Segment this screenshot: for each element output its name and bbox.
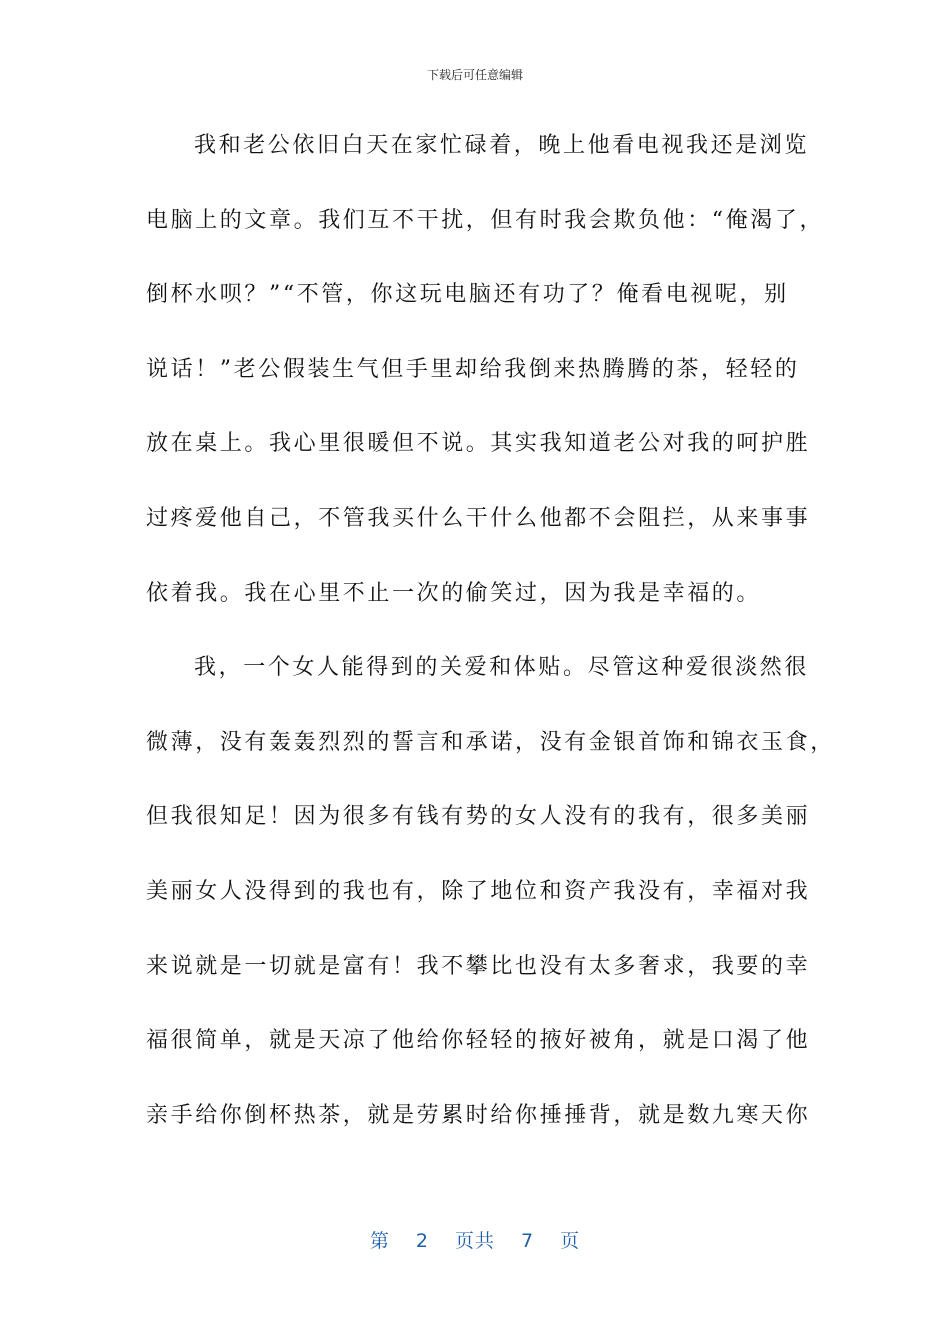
paragraph-2 [146, 646, 835, 1168]
text-line: 美丽女人没得到的我也有，除了地位和资产我没有，幸福对我 [146, 878, 811, 904]
text-line: 福很简单，就是天凉了他给你轻轻的掖好被角，就是口渴了他 [146, 1028, 811, 1054]
document-body [146, 124, 835, 1168]
page-number: 2 [415, 1230, 429, 1252]
text-line: 来说就是一切就是富有！我不攀比也没有太多奢求，我要的幸 [146, 953, 811, 979]
text-line: 放在桌上。我心里很暖但不说。其实我知道老公对我的呵护胜 [146, 431, 811, 457]
page-suffix: 页 [560, 1230, 581, 1252]
text-line: 过疼爱他自己，不管我买什么干什么他都不会阻拦，从来事事 [146, 505, 811, 531]
text-line: 微薄，没有轰轰烈烈的誓言和承诺，没有金银首饰和锦衣玉食， [146, 729, 835, 755]
text-line: 倒杯水呗？”“不管，你这玩电脑还有功了？俺看电视呢，别 [146, 282, 789, 308]
page-footer [0, 1226, 950, 1253]
text-line: 我，一个女人能得到的关爱和体贴。尽管这种爱很淡然很 [194, 655, 810, 681]
text-line: 说话！”老公假装生气但手里却给我倒来热腾腾的茶，轻轻的 [146, 356, 800, 382]
text-line: 但我很知足！因为很多有钱有势的女人没有的我有，很多美丽 [146, 804, 811, 830]
page-prefix: 第 [369, 1230, 390, 1252]
text-line: 亲手给你倒杯热茶，就是劳累时给你捶捶背，就是数九寒天你 [146, 1102, 811, 1128]
header-note: 下载后可任意编辑 [426, 68, 523, 82]
text-line: 电脑上的文章。我们互不干扰，但有时我会欺负他：“俺渴了， [146, 207, 825, 233]
total-pages: 7 [521, 1230, 535, 1252]
page-header [0, 66, 950, 83]
text-line: 我和老公依旧白天在家忙碌着，晚上他看电视我还是浏览 [194, 133, 810, 158]
text-line: 依着我。我在心里不止一次的偷笑过，因为我是幸福的。 [146, 580, 762, 606]
page-middle: 页共 [454, 1230, 495, 1252]
paragraph-1 [146, 124, 825, 646]
